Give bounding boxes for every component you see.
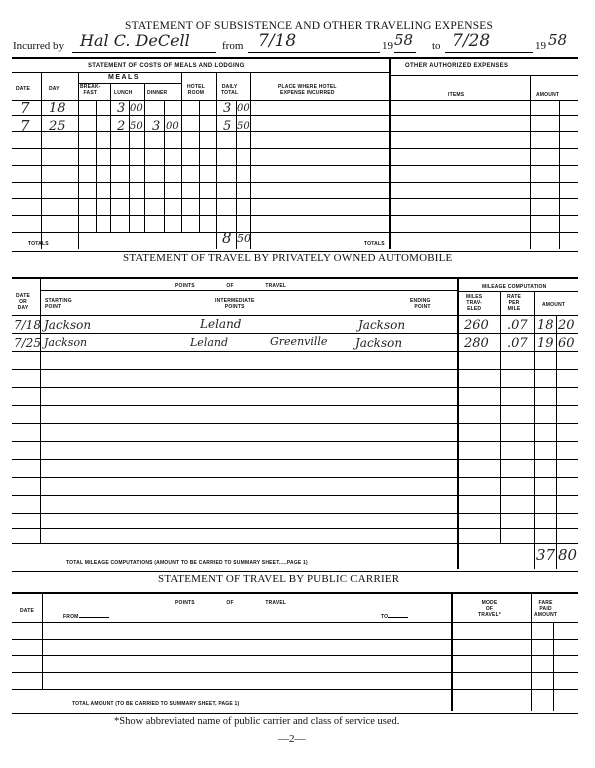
meals-row-day[interactable]: 25	[49, 119, 66, 134]
carrier-row-rule	[12, 655, 578, 656]
auto-row-end[interactable]: Jackson	[355, 336, 403, 350]
auto-row-rule	[12, 405, 578, 406]
carrier-col-to: TO	[381, 614, 408, 620]
from-label: from	[222, 40, 244, 52]
meals-row-rule	[12, 165, 578, 166]
auto-row-miles[interactable]: 280	[464, 336, 489, 351]
meals-vline	[216, 72, 217, 249]
year2-prefix: 19	[535, 40, 546, 52]
meals-row-total-dollars[interactable]: 3	[223, 101, 232, 116]
col-day: DAY	[49, 86, 60, 92]
auto-row-date[interactable]: 7/18	[14, 318, 41, 332]
col-hotel: HOTEL ROOM	[187, 84, 205, 96]
auto-row-rule	[12, 495, 578, 496]
meals-vline	[110, 83, 111, 232]
col-items: ITEMS	[448, 92, 465, 98]
auto-row-rule	[12, 513, 578, 514]
carrier-row-rule	[12, 639, 578, 640]
carrier-col-mode: MODE OF TRAVEL*	[478, 600, 501, 618]
auto-row-amount-cents[interactable]: 20	[558, 318, 575, 333]
meals-group-label: MEALS	[108, 74, 140, 81]
carrier-vline	[553, 622, 554, 711]
meals-vline	[129, 100, 130, 232]
auto-points-of-travel: POINTS OF TRAVEL	[175, 283, 287, 289]
col-breakfast: BREAK- FAST	[80, 84, 101, 96]
auto-vline	[500, 291, 501, 543]
auto-row-date[interactable]: 7/25	[14, 336, 41, 350]
from-underline	[248, 52, 380, 53]
auto-mileage-rule	[457, 291, 578, 292]
meals-vline	[199, 100, 200, 232]
carrier-points-of-travel: POINTS OF TRAVEL	[175, 600, 287, 606]
other-totals-label: TOTALS	[364, 241, 385, 247]
auto-row-rule	[12, 528, 578, 529]
auto-row-intermediate[interactable]: Leland	[190, 336, 229, 349]
auto-total-cents[interactable]: 80	[558, 546, 578, 564]
auto-row-intermediate[interactable]: Leland	[200, 317, 242, 331]
meals-section-title: STATEMENT OF COSTS OF MEALS AND LODGING	[88, 63, 245, 69]
auto-row-start[interactable]: Jackson	[44, 336, 88, 349]
auto-vline	[556, 315, 557, 569]
meals-row-lunch-dollars[interactable]: 3	[117, 101, 126, 116]
carrier-vline	[42, 592, 43, 689]
meals-totals-label: TOTALS	[28, 241, 49, 247]
auto-row-intermediate-2[interactable]: Greenville	[270, 335, 328, 348]
meals-row-rule	[12, 148, 578, 149]
auto-row-rule	[12, 369, 578, 370]
auto-row-rule	[12, 351, 578, 352]
meals-row-date[interactable]: 7	[20, 99, 30, 117]
auto-row-amount-dollars[interactable]: 18	[537, 318, 554, 333]
other-vline	[530, 75, 531, 249]
col-amount: AMOUNT	[536, 92, 560, 98]
col-place: PLACE WHERE HOTEL EXPENSE INCURRED	[278, 84, 337, 96]
carrier-vline	[531, 592, 532, 711]
to-underline	[445, 52, 533, 53]
meals-other-divider	[389, 57, 391, 249]
meals-vline	[96, 100, 97, 232]
meals-row-total-cents[interactable]: 50	[237, 121, 250, 132]
carrier-col-date: DATE	[20, 608, 35, 614]
auto-row-rule	[12, 477, 578, 478]
auto-col-date: DATE OR DAY	[16, 293, 31, 311]
other-expenses-title: OTHER AUTHORIZED EXPENSES	[405, 63, 509, 69]
auto-row-miles[interactable]: 260	[464, 318, 489, 333]
auto-row-rate[interactable]: .07	[507, 318, 528, 333]
carrier-row-rule	[12, 672, 578, 673]
meals-row-rule	[12, 131, 578, 132]
other-vline	[559, 100, 560, 249]
meals-row-dinner-dollars[interactable]: 3	[152, 119, 161, 134]
meals-vline	[41, 72, 42, 249]
year2-value[interactable]: 58	[548, 31, 568, 49]
auto-row-rule	[12, 333, 578, 334]
auto-vline	[40, 277, 41, 543]
meals-row-lunch-cents[interactable]: 50	[130, 121, 143, 132]
meals-row-lunch-cents[interactable]: 00	[130, 103, 143, 114]
year1-underline	[394, 52, 416, 53]
auto-header-rule	[12, 315, 578, 316]
page-number: —2—	[278, 733, 306, 745]
auto-row-rule	[12, 459, 578, 460]
auto-row-rule	[12, 543, 578, 544]
year1-prefix: 19	[382, 40, 393, 52]
auto-col-rate: RATE PER MILE	[507, 294, 522, 312]
carrier-col-from: FROM	[63, 614, 109, 620]
auto-row-rule	[12, 423, 578, 424]
meals-row-rule	[12, 198, 578, 199]
carrier-section-title: STATEMENT OF TRAVEL BY PUBLIC CARRIER	[158, 573, 400, 585]
col-dinner: DINNER	[147, 90, 168, 96]
auto-total-label: TOTAL MILEAGE COMPUTATIONS (AMOUNT TO BE CARRIED TO SUMMARY SHEET.....PAGE 1)	[66, 560, 308, 566]
incurred-by-value[interactable]: Hal C. DeCell	[80, 31, 190, 50]
meals-vline	[181, 72, 182, 232]
other-title-rule	[389, 75, 578, 76]
meals-row-total-dollars[interactable]: 5	[223, 119, 232, 134]
meals-row-total-cents[interactable]: 00	[237, 103, 250, 114]
carrier-row-rule	[12, 689, 578, 690]
auto-section-title: STATEMENT OF TRAVEL BY PRIVATELY OWNED AUTOMOBILE	[123, 252, 453, 264]
incurred-by-underline	[72, 52, 216, 53]
carrier-vline	[451, 592, 453, 711]
auto-row-amount-dollars[interactable]: 19	[537, 336, 554, 351]
meals-vline	[250, 72, 251, 249]
meals-vline	[144, 83, 145, 232]
carrier-header-rule	[12, 622, 578, 623]
auto-col-amount: AMOUNT	[542, 302, 566, 308]
auto-row-amount-cents[interactable]: 60	[558, 336, 575, 351]
auto-col-intermediate: INTERMEDIATE POINTS	[215, 298, 255, 310]
meals-totals-dollars[interactable]: 8	[222, 229, 232, 247]
auto-row-rule	[12, 441, 578, 442]
year1-value[interactable]: 58	[394, 31, 414, 49]
auto-row-end[interactable]: Jackson	[358, 318, 406, 332]
to-value[interactable]: 7/28	[452, 31, 491, 51]
carrier-total-label: TOTAL AMOUNT (TO BE CARRIED TO SUMMARY SHEET, PAGE 1)	[72, 701, 240, 707]
auto-col-ending: ENDING POINT	[410, 298, 431, 310]
meals-totals-cents[interactable]: 50	[237, 232, 251, 245]
meals-row-rule	[12, 215, 578, 216]
col-lunch: LUNCH	[114, 90, 133, 96]
meals-row-rule	[12, 232, 578, 233]
meals-row-day[interactable]: 18	[49, 101, 66, 116]
meals-row-date[interactable]: 7	[20, 117, 30, 135]
footnote: *Show abbreviated name of public carrier and class of service used.	[114, 716, 400, 727]
from-value[interactable]: 7/18	[258, 31, 297, 51]
meals-row-lunch-dollars[interactable]: 2	[117, 119, 126, 134]
carrier-col-fare: FARE PAID AMOUNT	[534, 600, 558, 618]
auto-col-miles: MILES TRAV- ELED	[466, 294, 483, 312]
col-date: DATE	[16, 86, 31, 92]
auto-col-starting: STARTING POINT	[45, 298, 72, 310]
meals-row-rule	[12, 115, 578, 116]
meals-vline	[164, 100, 165, 232]
auto-points-rule	[40, 290, 457, 291]
col-daily-total: DAILY TOTAL	[221, 84, 239, 96]
form-title: STATEMENT OF SUBSISTENCE AND OTHER TRAVELING EXPENSES	[125, 20, 494, 32]
meals-row-rule	[12, 182, 578, 183]
auto-row-start[interactable]: Jackson	[44, 318, 92, 332]
auto-row-rate[interactable]: .07	[507, 336, 528, 351]
meals-row-dinner-cents[interactable]: 00	[166, 121, 179, 132]
auto-row-rule	[12, 387, 578, 388]
auto-mileage-computation: MILEAGE COMPUTATION	[482, 284, 547, 290]
incurred-by-label: Incurred by	[13, 40, 65, 52]
to-label: to	[432, 40, 441, 52]
meals-title-rule	[12, 72, 389, 73]
meals-vline	[78, 72, 79, 249]
auto-total-dollars[interactable]: 37	[536, 546, 556, 564]
